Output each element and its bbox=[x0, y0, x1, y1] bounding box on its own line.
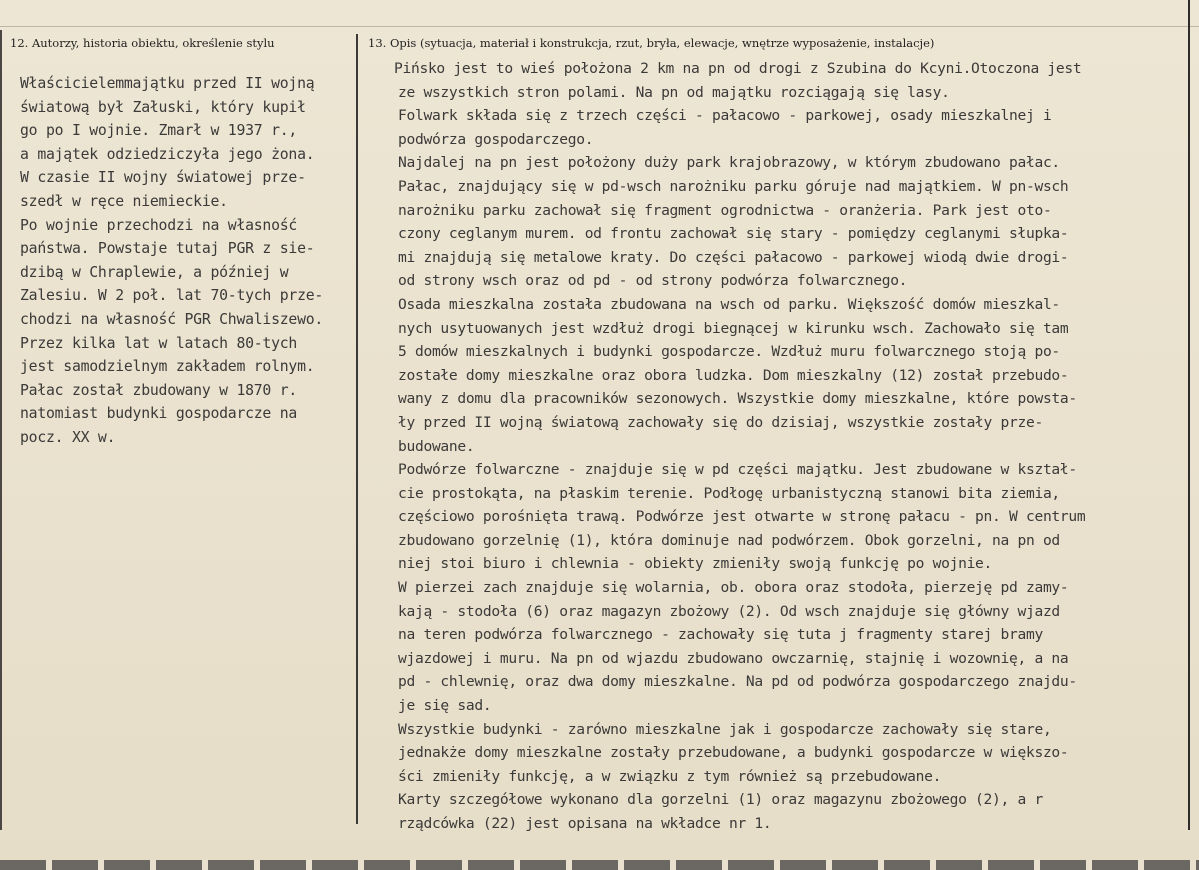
text-line: a majątek odziedziczyła jego żona. bbox=[20, 145, 315, 163]
text-line: zbudowano gorzelnię (1), która dominuje nad podwórzem. Obok gorzelni, na pn od bbox=[398, 531, 1060, 549]
text-line: wjazdowej i muru. Na pn od wjazdu zbudowano owczarnię, stajnię i wozownię, a na bbox=[398, 649, 1069, 667]
text-line: chodzi na własność PGR Chwaliszewo. bbox=[20, 310, 324, 328]
text-line: nych usytuowanych jest wzdłuż drogi biegnącej w kirunku wsch. Zachowało się tam bbox=[398, 319, 1069, 337]
text-line: częściowo porośnięta trawą. Podwórze jest otwarte w stronę pałacu - pn. W centrum bbox=[398, 508, 1086, 526]
text-line: rządcówka (22) jest opisana na wkładce nr 1. bbox=[398, 815, 772, 832]
bottom-border bbox=[0, 860, 1199, 870]
text-line: W czasie II wojny światowej prze- bbox=[20, 169, 306, 187]
text-line: cie prostokąta, na płaskim terenie. Podłogę urbanistyczną stanowi bita ziemia, bbox=[398, 484, 1060, 502]
text-line: je się sad. bbox=[398, 697, 492, 715]
text-line: ści zmieniły funkcję, a w związku z tym również są przebudowane. bbox=[398, 767, 942, 785]
text-line: Najdalej na pn jest położony duży park krajobrazowy, w którym zbudowano pałac. bbox=[398, 154, 1060, 172]
text-line: państwa. Powstaje tutaj PGR z sie- bbox=[20, 240, 315, 258]
text-line: natomiast budynki gospodarcze na bbox=[20, 405, 298, 423]
text-line: Pałac został zbudowany w 1870 r. bbox=[20, 381, 298, 399]
text-line: narożniku parku zachował się fragment ogrodnictwa - oranżeria. Park jest oto- bbox=[398, 201, 1052, 219]
text-line: Po wojnie przechodzi na własność bbox=[20, 216, 298, 234]
section-12-header: 12. Autorzy, historia obiektu, określenie stylu bbox=[10, 36, 275, 50]
text-line: jest samodzielnym zakładem rolnym. bbox=[20, 358, 315, 376]
text-line: Wszystkie budynki - zarówno mieszkalne jak i gospodarcze zachowały się stare, bbox=[398, 720, 1052, 738]
text-line: Osada mieszkalna została zbudowana na wsch od parku. Większość domów mieszkal- bbox=[398, 295, 1060, 313]
text-line: pocz. XX w. bbox=[20, 428, 116, 446]
text-line: na teren podwórza folwarcznego - zachowały się tuta j fragmenty starej bramy bbox=[398, 626, 1043, 644]
text-line: wany z domu dla pracowników sezonowych. Wszystkie domy mieszkalne, które powsta- bbox=[398, 390, 1077, 408]
text-line: 5 domów mieszkalnych i budynki gospodarcze. Wzdłuż muru folwarcznego stoją po- bbox=[398, 343, 1060, 361]
column-divider bbox=[356, 34, 358, 824]
text-line: światową był Załuski, który kupił bbox=[20, 98, 306, 116]
text-line: Podwórze folwarczne - znajduje się w pd części majątku. Jest zbudowane w kształ- bbox=[398, 461, 1077, 479]
section-13-header: 13. Opis (sytuacja, materiał i konstrukcja, rzut, bryła, elewacje, wnętrze wyposażenie, instalacje) bbox=[368, 36, 935, 50]
text-line: mi znajdują się metalowe kraty. Do części pałacowo - parkowej wiodą dwie drogi- bbox=[398, 248, 1069, 266]
text-line: Właścicielemmajątku przed II wojną bbox=[20, 75, 315, 92]
text-line: Folwark składa się z trzech części - pałacowo - parkowej, osady mieszkalnej i bbox=[398, 107, 1052, 125]
text-line: W pierzei zach znajduje się wolarnia, ob. obora oraz stodoła, pierzeję pd zamy- bbox=[398, 579, 1069, 597]
text-line: od strony wsch oraz od pd - od strony podwórza folwarcznego. bbox=[398, 272, 908, 290]
text-line: niej stoi biuro i chlewnia - obiekty zmieniły swoją funkcję po wojnie. bbox=[398, 555, 993, 573]
text-line: budowane. bbox=[398, 437, 475, 455]
left-border bbox=[0, 30, 2, 830]
text-line: Pińsko jest to wieś położona 2 km na pn od drogi z Szubina do Kcyni.Otoczona jest bbox=[394, 60, 1082, 77]
text-line: podwórza gospodarczego. bbox=[398, 130, 594, 148]
text-line: czony ceglanym murem. od frontu zachował się stary - pomiędzy ceglanymi słupka- bbox=[398, 225, 1069, 243]
description-text-column bbox=[394, 57, 1184, 836]
text-line: Przez kilka lat w latach 80-tych bbox=[20, 334, 298, 352]
text-line: Pałac, znajdujący się w pd-wsch narożniku parku góruje nad majątkiem. W pn-wsch bbox=[398, 177, 1069, 195]
text-line: ze wszystkich stron polami. Na pn od majątku rozciągają się lasy. bbox=[398, 83, 950, 101]
text-line: kają - stodoła (6) oraz magazyn zbożowy (2). Od wsch znajduje się główny wjazd bbox=[398, 602, 1060, 620]
text-line: Karty szczegółowe wykonano dla gorzelni (1) oraz magazynu zbożowego (2), a r bbox=[398, 791, 1043, 809]
top-rule bbox=[0, 26, 1199, 27]
text-line: go po I wojnie. Zmarł w 1937 r., bbox=[20, 122, 298, 140]
history-text-column bbox=[20, 72, 356, 450]
right-border bbox=[1188, 0, 1190, 830]
text-line: dzibą w Chraplewie, a później w bbox=[20, 263, 289, 281]
text-line: Zalesiu. W 2 poł. lat 70-tych prze- bbox=[20, 287, 324, 305]
text-line: szedł w ręce niemieckie. bbox=[20, 192, 228, 210]
text-line: jednakże domy mieszkalne zostały przebudowane, a budynki gospodarcze w większo- bbox=[398, 744, 1069, 762]
text-line: ły przed II wojną światową zachowały się do dzisiaj, wszystkie zostały prze- bbox=[398, 413, 1043, 431]
text-line: zostałe domy mieszkalne oraz obora ludzka. Dom mieszkalny (12) został przebudo- bbox=[398, 366, 1069, 384]
text-line: pd - chlewnię, oraz dwa domy mieszkalne. Na pd od podwórza gospodarczego znajdu- bbox=[398, 673, 1077, 691]
